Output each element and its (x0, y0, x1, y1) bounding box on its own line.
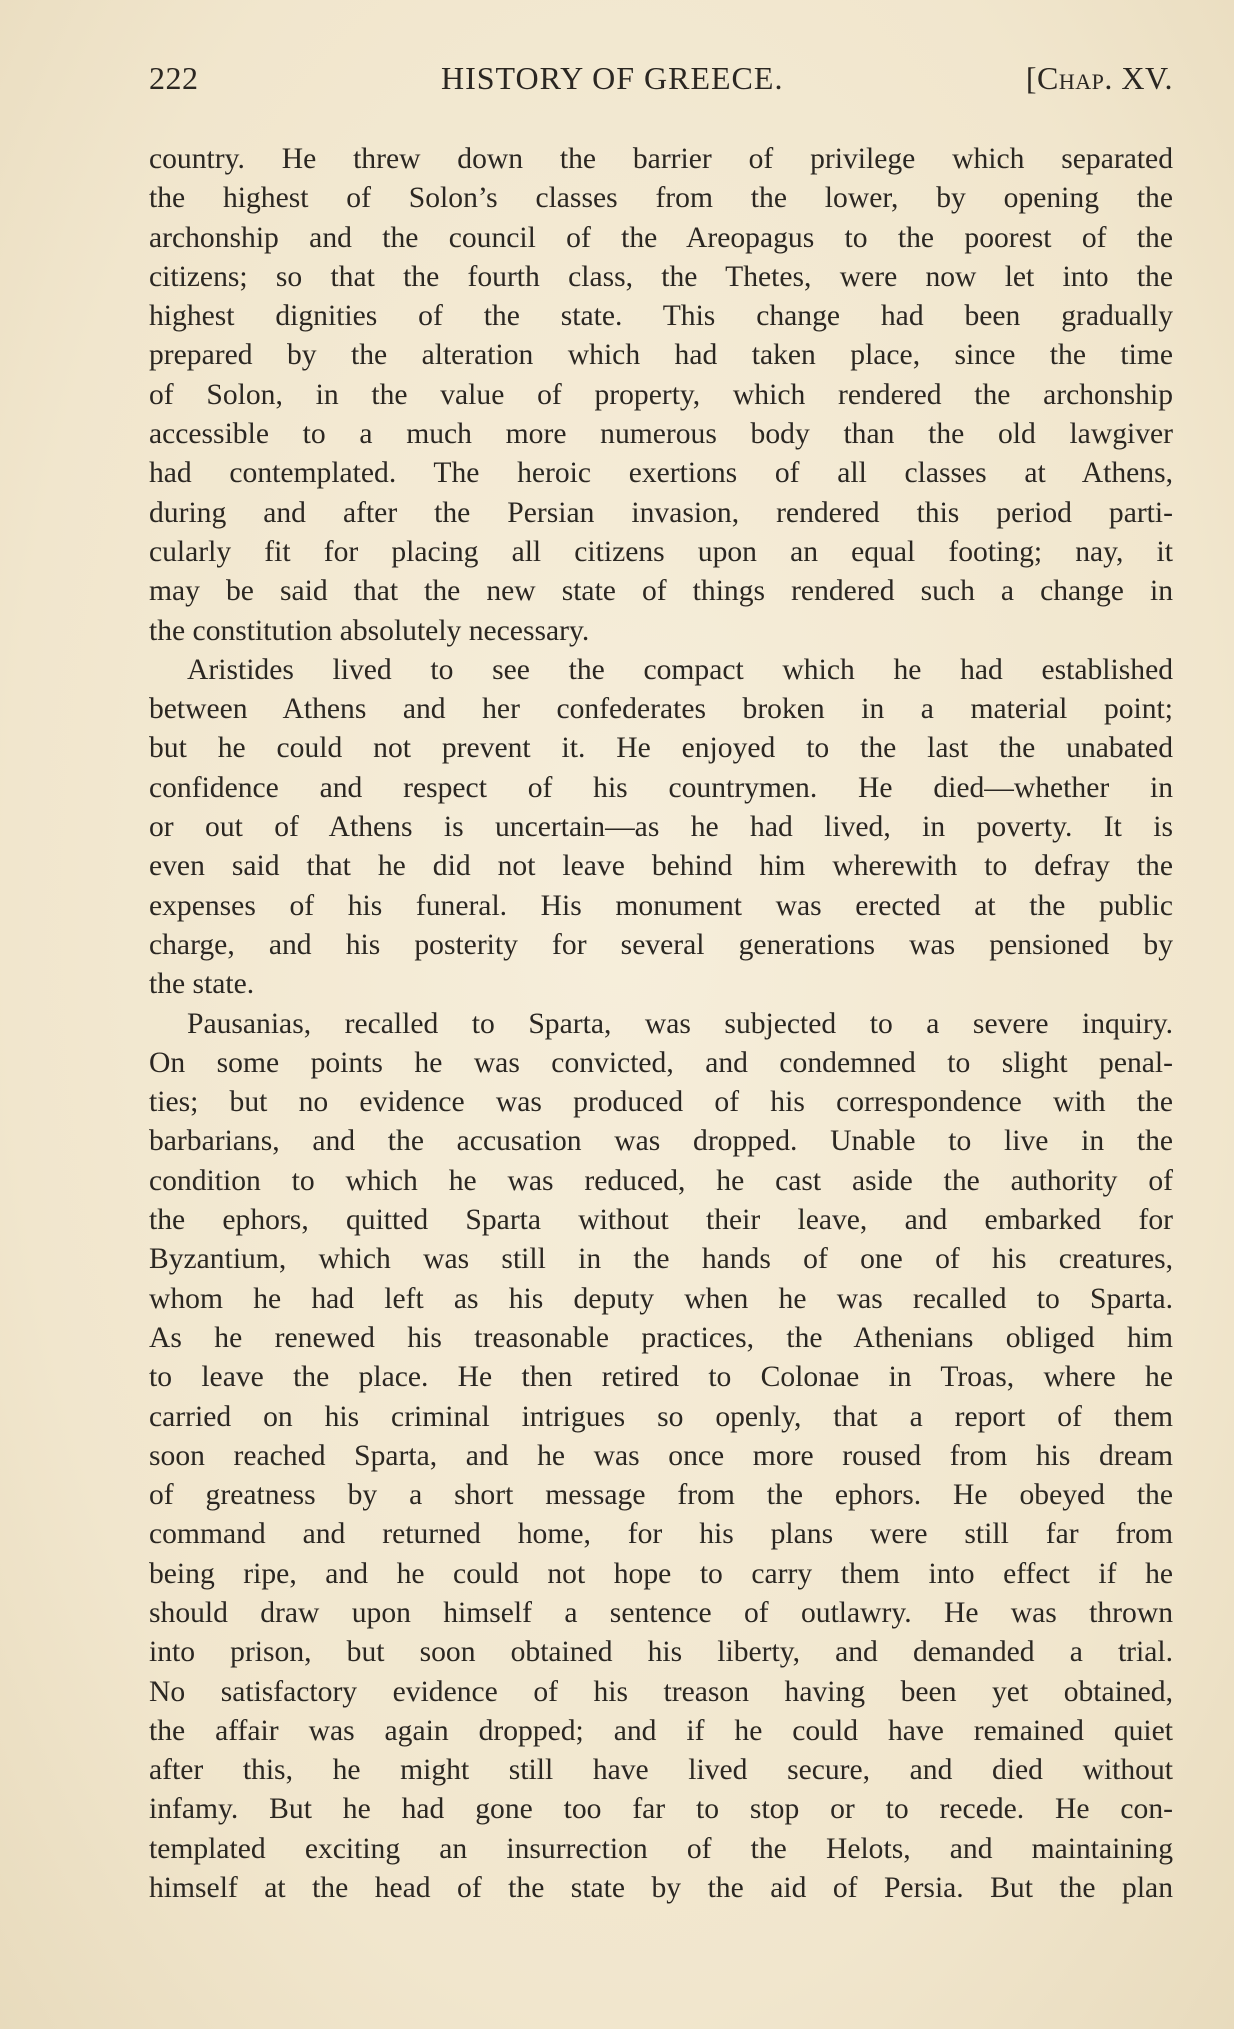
text-line: of greatness by a short message from the ephors. He obeyed the (149, 1479, 1173, 1512)
text-line: templated exciting an insurrection of the Helots, and maintaining (149, 1832, 1173, 1865)
text-line: himself at the head of the state by the aid of Persia. But the plan (149, 1872, 1173, 1905)
text-line: had contemplated. The heroic exertions of all classes at Athens, (149, 457, 1173, 490)
text-line: cularly fit for placing all citizens upon an equal footing; nay, it (149, 535, 1173, 568)
text-line: Byzantium, which was still in the hands of one of his creatures, (149, 1243, 1173, 1276)
text-line: between Athens and her confederates broken in a material point; (149, 693, 1173, 726)
text-line: prepared by the alteration which had taken place, since the time (149, 339, 1173, 372)
body-text (149, 140, 1173, 1908)
paragraph (149, 651, 1173, 1005)
text-block (149, 58, 1173, 1908)
paragraph (149, 140, 1173, 651)
text-line: even said that he did not leave behind him wherewith to defray the (149, 850, 1173, 883)
text-line: country. He threw down the barrier of privilege which separated (149, 143, 1173, 175)
text-line: expenses of his funeral. His monument was erected at the public (149, 889, 1173, 922)
paragraph (149, 1005, 1173, 1909)
text-line: Pausanias, recalled to Sparta, was subjected to a severe inquiry. (187, 1007, 1173, 1040)
text-line: during and after the Persian invasion, rendered this period parti- (149, 496, 1173, 529)
text-line: the state. (149, 968, 255, 1001)
text-line: confidence and respect of his countrymen. He died—whether in (149, 771, 1173, 804)
page-number: 222 (149, 60, 199, 96)
text-line: charge, and his posterity for several generations was pensioned by (149, 928, 1173, 961)
text-line: ties; but no evidence was produced of his correspondence with the (149, 1086, 1173, 1119)
text-line: barbarians, and the accusation was dropped. Unable to live in the (149, 1125, 1173, 1158)
text-line: being ripe, and he could not hope to carry them into effect if he (149, 1557, 1173, 1590)
text-line: whom he had left as his deputy when he was recalled to Sparta. (149, 1282, 1173, 1315)
text-line: the highest of Solon’s classes from the lower, by opening the (149, 182, 1173, 215)
text-line: of Solon, in the value of property, which rendered the archonship (149, 378, 1173, 411)
text-line: archonship and the council of the Areopagus to the poorest of the (149, 221, 1173, 254)
text-line: citizens; so that the fourth class, the Thetes, were now let into the (149, 260, 1173, 293)
text-line: carried on his criminal intrigues so openly, that a report of them (149, 1400, 1173, 1433)
text-line: into prison, but soon obtained his liberty, and demanded a trial. (149, 1636, 1173, 1669)
text-line: the affair was again dropped; and if he could have remained quiet (149, 1714, 1173, 1747)
text-line: As he renewed his treasonable practices, the Athenians obliged him (149, 1321, 1173, 1354)
text-line: On some points he was convicted, and condemned to slight penal- (149, 1046, 1173, 1079)
text-line: but he could not prevent it. He enjoyed to the last the unabated (149, 732, 1173, 765)
text-line: highest dignities of the state. This change had been gradually (149, 300, 1173, 333)
text-line: should draw upon himself a sentence of outlawry. He was thrown (149, 1596, 1173, 1629)
text-line: command and returned home, for his plans were still far from (149, 1518, 1173, 1551)
text-line: after this, he might still have lived secure, and died without (149, 1754, 1173, 1787)
text-line: soon reached Sparta, and he was once more roused from his dream (149, 1439, 1173, 1472)
text-line: to leave the place. He then retired to Colonae in Troas, where he (149, 1361, 1173, 1394)
running-title: HISTORY OF GREECE. (440, 60, 784, 96)
text-line: may be said that the new state of things rendered such a change in (149, 575, 1173, 608)
text-line: condition to which he was reduced, he cast aside the authority of (149, 1164, 1173, 1197)
running-head (149, 58, 1173, 98)
text-line: infamy. But he had gone too far to stop or to recede. He con- (149, 1793, 1173, 1826)
text-line: the ephors, quitted Sparta without their leave, and embarked for (149, 1204, 1173, 1237)
text-line: No satisfactory evidence of his treason having been yet obtained, (149, 1675, 1173, 1708)
text-line: Aristides lived to see the compact which he had established (187, 653, 1173, 686)
chapter-label: [Chap. XV. (1025, 60, 1173, 96)
text-line: accessible to a much more numerous body than the old lawgiver (149, 418, 1173, 451)
text-line: or out of Athens is uncertain—as he had lived, in poverty. It is (149, 811, 1173, 844)
text-line: the constitution absolutely necessary. (149, 614, 590, 647)
